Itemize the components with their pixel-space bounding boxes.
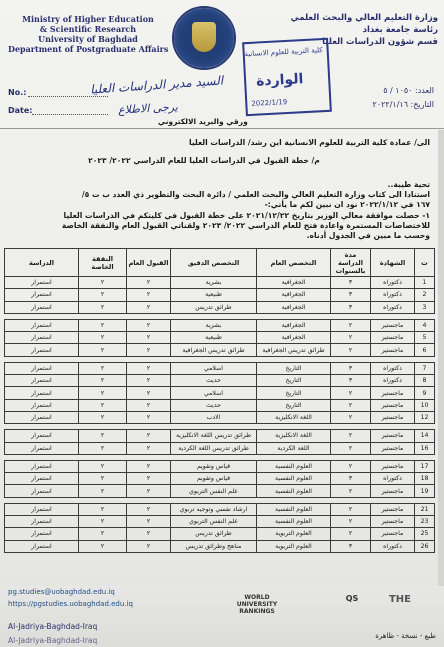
table-cell: ماجستير [371,411,415,423]
table-cell: ٢ [127,332,171,344]
table-cell: علم النفس التربوي [171,516,257,528]
table-cell: 23 [415,516,435,528]
table-cell: ماجستير [371,344,415,356]
table-row [5,289,435,301]
table-cell: ٢ [79,503,127,515]
stamp-date: 2022/1/19 [251,98,288,108]
table-cell: 1 [415,277,435,289]
table-cell: استمرار [5,344,79,356]
university-seal-icon [172,6,236,70]
table-cell: الجغرافية [257,301,331,313]
english-header [8,14,168,54]
table-cell: 3 [415,301,435,313]
table-cell: ٢ [127,344,171,356]
table-cell: ٢ [127,319,171,331]
table-cell: ٢ [127,528,171,540]
table-cell: ٢ [79,460,127,472]
admission-table [4,248,435,553]
table-cell: استمرار [5,387,79,399]
table-cell: ٢ [79,430,127,442]
world-ranking-logo: WORLD UNIVERSITY RANKINGS [236,594,278,615]
table-cell: ٢ [127,503,171,515]
table-cell: اللغة الكردية [257,442,331,454]
table-cell: ماجستير [371,399,415,411]
table-cell: ٢ [127,473,171,485]
table-cell: ٢ [127,540,171,552]
recipient-line: الى/ عمادة كلية التربية للعلوم الانسانية ابن رشد/ الدراسات العليا [188,138,430,147]
table-cell: 6 [415,344,435,356]
table-cell: ٣ [331,289,371,301]
table-cell: ٢ [331,344,371,356]
table-cell: ٢ [79,344,127,356]
reference-number: العدد: ١٠٥٠ / ٥ [383,86,434,95]
table-cell: الجغرافية [257,319,331,331]
table-cell: ٢ [127,485,171,497]
table-cell: ٢ [331,442,371,454]
table-row [5,344,435,356]
table-cell: اللغة الانكليزية [257,411,331,423]
table-cell: استمرار [5,503,79,515]
table-cell: 7 [415,362,435,374]
table-cell: اسلامي [171,387,257,399]
the-ranking-logo: THE [388,594,412,605]
stamp-title: الواردة [255,71,304,90]
table-cell: ٢ [79,528,127,540]
table-cell: حديث [171,375,257,387]
table-cell: العلوم التربوية [257,540,331,552]
table-cell: دكتوراه [371,301,415,313]
table-cell: العلوم التربوية [257,528,331,540]
header-cell: الشهادة [371,249,415,277]
table-cell: ٢ [127,289,171,301]
table-cell: استمرار [5,411,79,423]
table-row [5,387,435,399]
table-cell: الجغرافية [257,277,331,289]
table-cell: 18 [415,473,435,485]
table-cell: ٢ [127,387,171,399]
table-cell: قياس وتقويم [171,473,257,485]
table-cell: 19 [415,485,435,497]
table-cell: ٢ [127,411,171,423]
table-cell: استمرار [5,362,79,374]
table-row [5,473,435,485]
table-cell: 26 [415,540,435,552]
paragraph-line: وحسب ما مبين في الجدول أدناه. [306,231,430,240]
paragraph-line: ١- حصلت موافقة معالي الوزير بتاريخ ٢٠٢١/١٢/٢٢ على خطة القبول في كليتكم في الدراسات العليا [63,211,430,220]
table-cell: استمرار [5,485,79,497]
table-cell: ٣ [331,277,371,289]
table-row [5,362,435,374]
no-label: No.: [8,88,27,97]
table-cell: طرائق تدريس اللغة الكردية [171,442,257,454]
table-cell: بشرية [171,319,257,331]
table-row [5,485,435,497]
table-cell: ٢ [331,485,371,497]
table-cell: مناهج وطرائق تدريس [171,540,257,552]
table-cell: ماجستير [371,442,415,454]
table-cell: استمرار [5,528,79,540]
header-cell: القبول العام [127,249,171,277]
table-row [5,528,435,540]
table-cell: الادب [171,411,257,423]
table-cell: استمرار [5,289,79,301]
table-cell: 10 [415,399,435,411]
table-cell: ٢ [127,516,171,528]
table-cell: ٣ [331,375,371,387]
table-cell: طرائق تدريس الجغرافية [257,344,331,356]
table-cell: 21 [415,503,435,515]
table-cell: ماجستير [371,332,415,344]
table-cell: ٢ [331,503,371,515]
email-line: ورقي والبريد الالكتروني [158,117,248,126]
footer-address: Al-Jadriya-Baghdad-Iraq [8,622,98,631]
table-body [5,277,435,553]
divider [0,128,444,129]
table-row [5,301,435,313]
table-row [5,375,435,387]
table-cell: استمرار [5,442,79,454]
table-cell: طرائق تدريس [171,301,257,313]
table-cell: قياس وتقويم [171,460,257,472]
header-ar-line: وزارة التعليم العالي والبحث العلمي [290,13,438,23]
qs-logo: QS [345,594,359,603]
table-cell: ٢ [79,516,127,528]
header-ar-line: قسم شؤون الدراسات العليا [322,37,438,47]
table-cell: ٢ [79,540,127,552]
footer-note: طبع - نسخة - ظاهرة [375,632,436,640]
header-en-line: University of Baghdad [38,34,138,44]
table-cell: 14 [415,430,435,442]
table-cell: ٢ [79,399,127,411]
table-cell: استمرار [5,375,79,387]
table-cell: ٣ [331,473,371,485]
table-cell: ٢ [79,442,127,454]
table-cell: ٢ [127,375,171,387]
header-en-line: & Scientific Research [39,24,137,34]
table-cell: ٣ [331,362,371,374]
table-cell: 12 [415,411,435,423]
table-cell: ٣ [331,301,371,313]
header-cell: النفقة الخاصة [79,249,127,277]
table-cell: استمرار [5,277,79,289]
table-cell: التاريخ [257,375,331,387]
table-cell: العلوم النفسية [257,485,331,497]
table-cell: ٢ [127,277,171,289]
dotted-line [32,114,108,115]
table-cell: 2 [415,289,435,301]
table-cell: استمرار [5,460,79,472]
table-cell: ٢ [79,387,127,399]
table-cell: ٢ [331,430,371,442]
table-cell: ٢ [331,399,371,411]
table-cell: دكتوراه [371,289,415,301]
table-cell: ٢ [79,485,127,497]
table-cell: ٢ [331,411,371,423]
table-cell: علم النفس التربوي [171,485,257,497]
table-cell: ماجستير [371,528,415,540]
table-cell: 9 [415,387,435,399]
table-cell: استمرار [5,430,79,442]
table-cell: ٢ [79,375,127,387]
table-cell: ٢ [331,319,371,331]
table-cell: ٢ [127,301,171,313]
table-cell: دكتوراه [371,362,415,374]
table-cell: العلوم النفسية [257,460,331,472]
table-cell: ٢ [331,332,371,344]
table-cell: ماجستير [371,516,415,528]
table-row [5,411,435,423]
table-cell: ٢ [127,399,171,411]
table-cell: ٢ [127,460,171,472]
table-row [5,540,435,552]
handwritten-note: السيد مدير الدراسات العليا [89,73,224,97]
table-cell: التاريخ [257,387,331,399]
table-cell: بشرية [171,277,257,289]
table-cell: ٢ [79,332,127,344]
table-cell: دكتوراه [371,473,415,485]
table-cell: العلوم النفسية [257,503,331,515]
table-cell: استمرار [5,332,79,344]
table-cell: دكتوراه [371,375,415,387]
page-edge [438,130,444,600]
table-cell: ٢ [127,430,171,442]
table-cell: استمرار [5,473,79,485]
table-cell: التاريخ [257,362,331,374]
paragraph-line: ١٦٧ في ٢٠٢٢/١/١٢ نود ان نبين لكم ما يأتي:- [264,200,430,209]
table-cell: ٣ [331,540,371,552]
table-cell: ماجستير [371,460,415,472]
table-row [5,442,435,454]
table-cell: ماجستير [371,430,415,442]
handwritten-note: يرجى الاطلاع [117,100,179,117]
table-cell: 16 [415,442,435,454]
table-cell: 25 [415,528,435,540]
table-cell: الجغرافية [257,332,331,344]
table-row [5,503,435,515]
header-cell: التخصص الدقيق [171,249,257,277]
table-cell: استمرار [5,399,79,411]
table-cell: ٢ [331,528,371,540]
table-cell: استمرار [5,319,79,331]
table-row [5,460,435,472]
table-cell: الجغرافية [257,289,331,301]
footer-email: pg.studies@uobaghdad.edu.iq [8,588,115,596]
greeting: تحية طيبة.. [387,180,430,189]
table-cell: طبيعية [171,332,257,344]
table-cell: استمرار [5,301,79,313]
table-cell: حديث [171,399,257,411]
table-cell: ماجستير [371,485,415,497]
table-cell: ماجستير [371,387,415,399]
table-cell: طرائق تدريس الجغرافية [171,344,257,356]
table-row [5,516,435,528]
table-cell: ٢ [331,516,371,528]
table-cell: 8 [415,375,435,387]
table-row [5,430,435,442]
table-cell: طرائق تدريس اللغة الانكليزية [171,430,257,442]
date-label: Date: [8,106,33,115]
table-cell: ٢ [127,442,171,454]
table-cell: ٢ [331,387,371,399]
reference-date: التاريخ: ٢٠٢٢/١/١٦ [372,100,434,109]
subject-line: م/ خطة القبول في الدراسات العليا للعام الدراسي ٢٠٢٢/ ٢٠٢٣ [88,156,320,165]
table-cell: ٢ [79,301,127,313]
table-cell: اسلامي [171,362,257,374]
table-cell: ماجستير [371,503,415,515]
table-row [5,277,435,289]
header-cell: مدة الدراسة بالسنوات [331,249,371,277]
table-cell: ٢ [79,411,127,423]
table-cell: ٢ [79,473,127,485]
table-cell: دكتوراه [371,277,415,289]
header-ar-line: رئاسة جامعة بغداد [362,25,438,35]
table-cell: ارشاد نفسي وتوجيه تربوي [171,503,257,515]
table-cell: استمرار [5,540,79,552]
table-cell: دكتوراه [371,540,415,552]
table-row [5,319,435,331]
table-cell: استمرار [5,516,79,528]
header-cell: الدراسة [5,249,79,277]
table-cell: 5 [415,332,435,344]
header-cell: ت [415,249,435,277]
paragraph-line: استنادا الى كتاب وزارة التعليم العالي والبحث العلمي / دائرة البحث والتطوير ذي العدد ب ت ٥/ [81,190,430,199]
table-cell: العلوم النفسية [257,516,331,528]
footer-address-repeat: Al-Jadriya-Baghdad-Iraq [8,636,98,645]
table-row [5,332,435,344]
table-cell: ٢ [79,277,127,289]
footer-website: https://pgstudies.uobaghdad.edu.iq [8,600,133,608]
table-cell: طرائق تدريس [171,528,257,540]
table-cell: العلوم النفسية [257,473,331,485]
paragraph-line: للاختصاصات المستمرة واعادة فتح للعام الدراسي ٢٠٢٢/ ٢٠٢٣ ولقناتي القبول العام والنفقة الخاصة [61,221,430,230]
header-en-line: Department of Postgraduate Affairs [8,44,169,54]
stamp-line: كلية التربية للعلوم الانسانية [244,46,323,59]
table-cell: 17 [415,460,435,472]
table-cell: ٢ [331,460,371,472]
table-cell: ٢ [79,289,127,301]
table-cell: التاريخ [257,399,331,411]
table-cell: اللغة الانكليزية [257,430,331,442]
incoming-stamp [242,38,332,116]
header-cell: التخصص العام [257,249,331,277]
table-row [5,399,435,411]
table-cell: ٢ [79,319,127,331]
table-cell: طبيعية [171,289,257,301]
header-en-line: Ministry of Higher Education [22,14,154,24]
table-cell: ماجستير [371,319,415,331]
table-cell: ٢ [127,362,171,374]
table-cell: 4 [415,319,435,331]
table-header-row [5,249,435,277]
table-cell: ٢ [79,362,127,374]
